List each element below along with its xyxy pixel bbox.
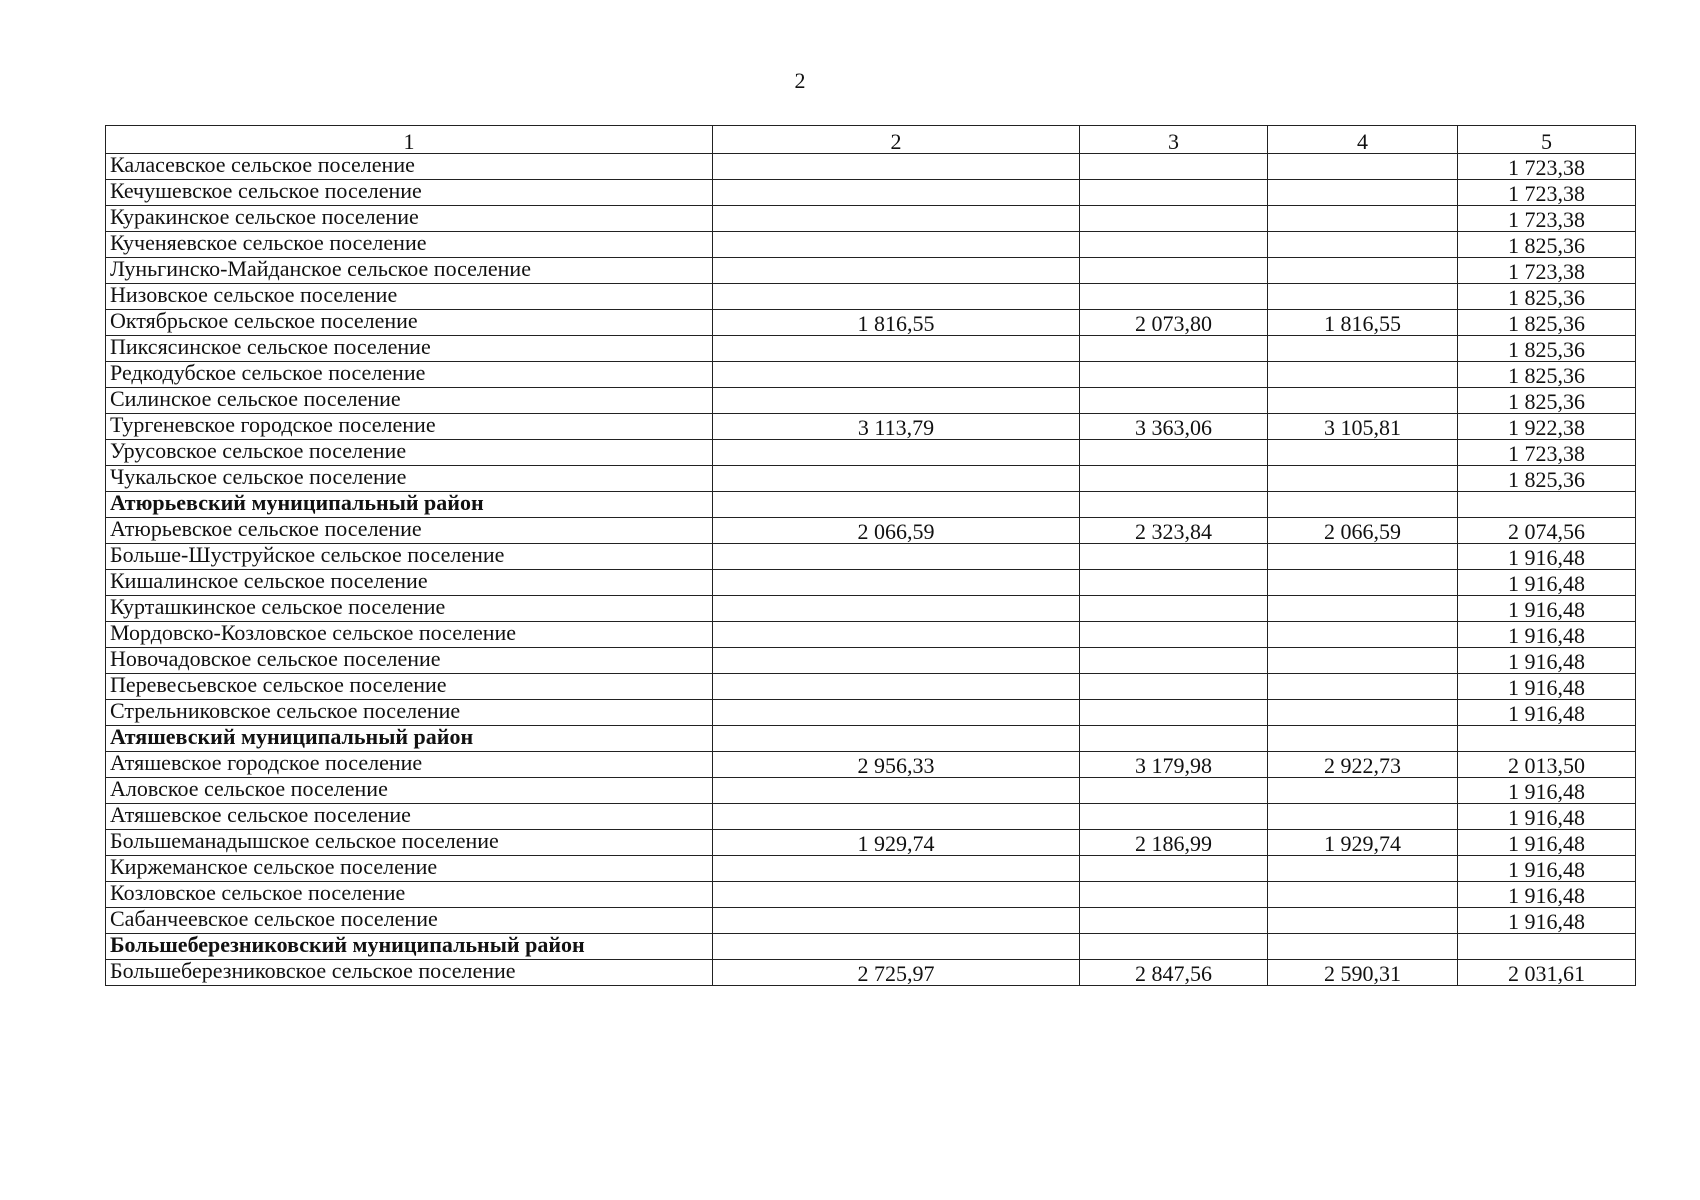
value-cell-col-2: [713, 258, 1080, 284]
value-cell-col-4: [1268, 778, 1458, 804]
table-row: [106, 570, 1636, 596]
settlement-name-cell: Перевесьевское сельское поселение: [106, 674, 713, 700]
settlement-name-cell: Куракинское сельское поселение: [106, 206, 713, 232]
value-cell-col-2: [713, 388, 1080, 414]
table-row: [106, 414, 1636, 440]
value-cell-col-2: [713, 804, 1080, 830]
value-cell-col-5: 1 916,48: [1458, 882, 1636, 908]
value-cell-col-5: 1 825,36: [1458, 466, 1636, 492]
district-row: [106, 726, 1636, 752]
settlement-name-cell: Новочадовское сельское поселение: [106, 648, 713, 674]
table-row: [106, 544, 1636, 570]
settlement-name-cell: Мордовско-Козловское сельское поселение: [106, 622, 713, 648]
settlement-name-cell: Атяшевское сельское поселение: [106, 804, 713, 830]
table-row: [106, 180, 1636, 206]
value-cell-col-4: [1268, 336, 1458, 362]
value-cell-col-2: [713, 674, 1080, 700]
value-cell-col-2: [713, 882, 1080, 908]
value-cell-col-2: [713, 934, 1080, 960]
value-cell-col-4: [1268, 570, 1458, 596]
column-header-5: 5: [1458, 126, 1636, 154]
value-cell-col-2: [713, 440, 1080, 466]
settlement-name-cell: Козловское сельское поселение: [106, 882, 713, 908]
table-row: [106, 804, 1636, 830]
settlement-name-cell: Чукальское сельское поселение: [106, 466, 713, 492]
value-cell-col-4: [1268, 232, 1458, 258]
value-cell-col-5: 1 825,36: [1458, 388, 1636, 414]
table-row: [106, 310, 1636, 336]
value-cell-col-3: 2 847,56: [1080, 960, 1268, 986]
value-cell-col-4: 2 922,73: [1268, 752, 1458, 778]
value-cell-col-5: 1 916,48: [1458, 908, 1636, 934]
value-cell-col-3: [1080, 778, 1268, 804]
value-cell-col-3: [1080, 388, 1268, 414]
value-cell-col-3: [1080, 908, 1268, 934]
settlement-name-cell: Пиксясинское сельское поселение: [106, 336, 713, 362]
value-cell-col-5: 1 825,36: [1458, 284, 1636, 310]
table-row: [106, 284, 1636, 310]
value-cell-col-4: [1268, 388, 1458, 414]
value-cell-col-4: 3 105,81: [1268, 414, 1458, 440]
settlement-name-cell: Тургеневское городское поселение: [106, 414, 713, 440]
value-cell-col-5: 1 916,48: [1458, 700, 1636, 726]
value-cell-col-5: 1 723,38: [1458, 154, 1636, 180]
settlement-name-cell: Киржеманское сельское поселение: [106, 856, 713, 882]
value-cell-col-4: [1268, 284, 1458, 310]
settlement-name-cell: Октябрьское сельское поселение: [106, 310, 713, 336]
settlement-name-cell: Большеберезниковский муниципальный район: [106, 934, 713, 960]
value-cell-col-3: [1080, 544, 1268, 570]
table-row: [106, 908, 1636, 934]
value-cell-col-2: 2 956,33: [713, 752, 1080, 778]
district-row: [106, 492, 1636, 518]
value-cell-col-4: [1268, 362, 1458, 388]
table-row: [106, 674, 1636, 700]
table-row: [106, 336, 1636, 362]
value-cell-col-5: 1 825,36: [1458, 362, 1636, 388]
settlement-name-cell: Урусовское сельское поселение: [106, 440, 713, 466]
settlement-name-cell: Луньгинско-Майданское сельское поселение: [106, 258, 713, 284]
settlement-name-cell: Атюрьевское сельское поселение: [106, 518, 713, 544]
settlement-name-cell: Силинское сельское поселение: [106, 388, 713, 414]
column-header-3: 3: [1080, 126, 1268, 154]
value-cell-col-5: 1 916,48: [1458, 544, 1636, 570]
value-cell-col-2: 2 066,59: [713, 518, 1080, 544]
value-cell-col-5: 1 922,38: [1458, 414, 1636, 440]
settlement-name-cell: Стрельниковское сельское поселение: [106, 700, 713, 726]
district-row: [106, 934, 1636, 960]
value-cell-col-3: [1080, 596, 1268, 622]
value-cell-col-5: 1 723,38: [1458, 206, 1636, 232]
value-cell-col-2: [713, 284, 1080, 310]
value-cell-col-3: 2 323,84: [1080, 518, 1268, 544]
value-cell-col-5: [1458, 726, 1636, 752]
value-cell-col-2: [713, 570, 1080, 596]
value-cell-col-5: 1 916,48: [1458, 856, 1636, 882]
value-cell-col-2: [713, 778, 1080, 804]
value-cell-col-3: [1080, 206, 1268, 232]
value-cell-col-3: [1080, 648, 1268, 674]
value-cell-col-4: [1268, 180, 1458, 206]
value-cell-col-3: [1080, 180, 1268, 206]
value-cell-col-3: [1080, 674, 1268, 700]
value-cell-col-3: [1080, 492, 1268, 518]
value-cell-col-3: [1080, 284, 1268, 310]
value-cell-col-4: [1268, 622, 1458, 648]
value-cell-col-3: [1080, 440, 1268, 466]
value-cell-col-5: 1 916,48: [1458, 648, 1636, 674]
value-cell-col-5: 1 825,36: [1458, 336, 1636, 362]
table-row: [106, 700, 1636, 726]
value-cell-col-5: 1 916,48: [1458, 596, 1636, 622]
value-cell-col-4: [1268, 648, 1458, 674]
value-cell-col-5: 1 723,38: [1458, 180, 1636, 206]
value-cell-col-3: [1080, 804, 1268, 830]
table-header: [106, 126, 1636, 154]
value-cell-col-5: 1 825,36: [1458, 310, 1636, 336]
table-row: [106, 466, 1636, 492]
value-cell-col-3: 2 073,80: [1080, 310, 1268, 336]
settlement-name-cell: Большеманадышское сельское поселение: [106, 830, 713, 856]
value-cell-col-4: [1268, 908, 1458, 934]
value-cell-col-2: 3 113,79: [713, 414, 1080, 440]
value-cell-col-3: 3 179,98: [1080, 752, 1268, 778]
value-cell-col-5: 2 013,50: [1458, 752, 1636, 778]
value-cell-col-2: [713, 336, 1080, 362]
settlement-name-cell: Атюрьевский муниципальный район: [106, 492, 713, 518]
value-cell-col-4: 2 066,59: [1268, 518, 1458, 544]
value-cell-col-3: [1080, 154, 1268, 180]
value-cell-col-2: 1 929,74: [713, 830, 1080, 856]
table-row: [106, 206, 1636, 232]
value-cell-col-5: 1 916,48: [1458, 570, 1636, 596]
value-cell-col-4: [1268, 700, 1458, 726]
settlement-name-cell: Атяшевское городское поселение: [106, 752, 713, 778]
value-cell-col-2: [713, 180, 1080, 206]
value-cell-col-2: [713, 206, 1080, 232]
value-cell-col-3: [1080, 232, 1268, 258]
page-number: 2: [794, 68, 806, 93]
table-row: [106, 830, 1636, 856]
settlement-name-cell: Больше-Шуструйское сельское поселение: [106, 544, 713, 570]
value-cell-col-3: 2 186,99: [1080, 830, 1268, 856]
table-row: [106, 596, 1636, 622]
value-cell-col-4: [1268, 544, 1458, 570]
value-cell-col-3: [1080, 726, 1268, 752]
value-cell-col-4: 1 816,55: [1268, 310, 1458, 336]
table-row: [106, 960, 1636, 986]
value-cell-col-5: 1 825,36: [1458, 232, 1636, 258]
settlement-name-cell: Сабанчеевское сельское поселение: [106, 908, 713, 934]
data-table: [105, 125, 1636, 986]
table-row: [106, 882, 1636, 908]
settlement-name-cell: Каласевское сельское поселение: [106, 154, 713, 180]
value-cell-col-4: [1268, 934, 1458, 960]
value-cell-col-3: [1080, 882, 1268, 908]
value-cell-col-2: 2 725,97: [713, 960, 1080, 986]
table-row: [106, 778, 1636, 804]
value-cell-col-4: [1268, 466, 1458, 492]
value-cell-col-2: [713, 544, 1080, 570]
value-cell-col-4: 1 929,74: [1268, 830, 1458, 856]
value-cell-col-3: [1080, 934, 1268, 960]
header-row: [106, 126, 1636, 154]
value-cell-col-5: [1458, 492, 1636, 518]
table-body: [106, 154, 1636, 986]
value-cell-col-4: [1268, 492, 1458, 518]
table-row: [106, 154, 1636, 180]
value-cell-col-5: 1 916,48: [1458, 674, 1636, 700]
table-row: [106, 648, 1636, 674]
settlement-name-cell: Большеберезниковское сельское поселение: [106, 960, 713, 986]
settlement-name-cell: Кишалинское сельское поселение: [106, 570, 713, 596]
value-cell-col-5: 1 723,38: [1458, 258, 1636, 284]
value-cell-col-5: 2 031,61: [1458, 960, 1636, 986]
value-cell-col-3: [1080, 466, 1268, 492]
value-cell-col-2: [713, 596, 1080, 622]
value-cell-col-3: [1080, 856, 1268, 882]
table-row: [106, 440, 1636, 466]
value-cell-col-4: [1268, 674, 1458, 700]
value-cell-col-4: [1268, 440, 1458, 466]
value-cell-col-4: [1268, 856, 1458, 882]
value-cell-col-3: [1080, 258, 1268, 284]
value-cell-col-2: [713, 622, 1080, 648]
value-cell-col-2: 1 816,55: [713, 310, 1080, 336]
value-cell-col-3: [1080, 570, 1268, 596]
value-cell-col-2: [713, 492, 1080, 518]
value-cell-col-4: [1268, 154, 1458, 180]
table-row: [106, 362, 1636, 388]
settlement-name-cell: Редкодубское сельское поселение: [106, 362, 713, 388]
settlement-name-cell: Аловское сельское поселение: [106, 778, 713, 804]
value-cell-col-2: [713, 362, 1080, 388]
settlement-name-cell: Атяшевский муниципальный район: [106, 726, 713, 752]
table-row: [106, 856, 1636, 882]
value-cell-col-5: 2 074,56: [1458, 518, 1636, 544]
table-row: [106, 232, 1636, 258]
value-cell-col-5: 1 916,48: [1458, 804, 1636, 830]
value-cell-col-2: [713, 908, 1080, 934]
table-row: [106, 258, 1636, 284]
value-cell-col-2: [713, 154, 1080, 180]
value-cell-col-3: [1080, 622, 1268, 648]
value-cell-col-5: [1458, 934, 1636, 960]
table-row: [106, 752, 1636, 778]
value-cell-col-2: [713, 726, 1080, 752]
value-cell-col-4: [1268, 596, 1458, 622]
column-header-1: 1: [106, 126, 713, 154]
value-cell-col-3: [1080, 362, 1268, 388]
value-cell-col-3: [1080, 700, 1268, 726]
value-cell-col-5: 1 916,48: [1458, 830, 1636, 856]
table-row: [106, 622, 1636, 648]
value-cell-col-4: [1268, 882, 1458, 908]
value-cell-col-2: [713, 856, 1080, 882]
value-cell-col-2: [713, 466, 1080, 492]
value-cell-col-2: [713, 232, 1080, 258]
settlement-name-cell: Кечушевское сельское поселение: [106, 180, 713, 206]
value-cell-col-4: [1268, 726, 1458, 752]
value-cell-col-5: 1 916,48: [1458, 778, 1636, 804]
settlement-name-cell: Курташкинское сельское поселение: [106, 596, 713, 622]
settlement-name-cell: Низовское сельское поселение: [106, 284, 713, 310]
table-row: [106, 388, 1636, 414]
value-cell-col-3: [1080, 336, 1268, 362]
value-cell-col-4: [1268, 206, 1458, 232]
value-cell-col-5: 1 916,48: [1458, 622, 1636, 648]
column-header-4: 4: [1268, 126, 1458, 154]
settlement-name-cell: Кученяевское сельское поселение: [106, 232, 713, 258]
value-cell-col-3: 3 363,06: [1080, 414, 1268, 440]
column-header-2: 2: [713, 126, 1080, 154]
value-cell-col-2: [713, 648, 1080, 674]
table-row: [106, 518, 1636, 544]
value-cell-col-4: 2 590,31: [1268, 960, 1458, 986]
value-cell-col-4: [1268, 804, 1458, 830]
value-cell-col-4: [1268, 258, 1458, 284]
value-cell-col-2: [713, 700, 1080, 726]
value-cell-col-5: 1 723,38: [1458, 440, 1636, 466]
